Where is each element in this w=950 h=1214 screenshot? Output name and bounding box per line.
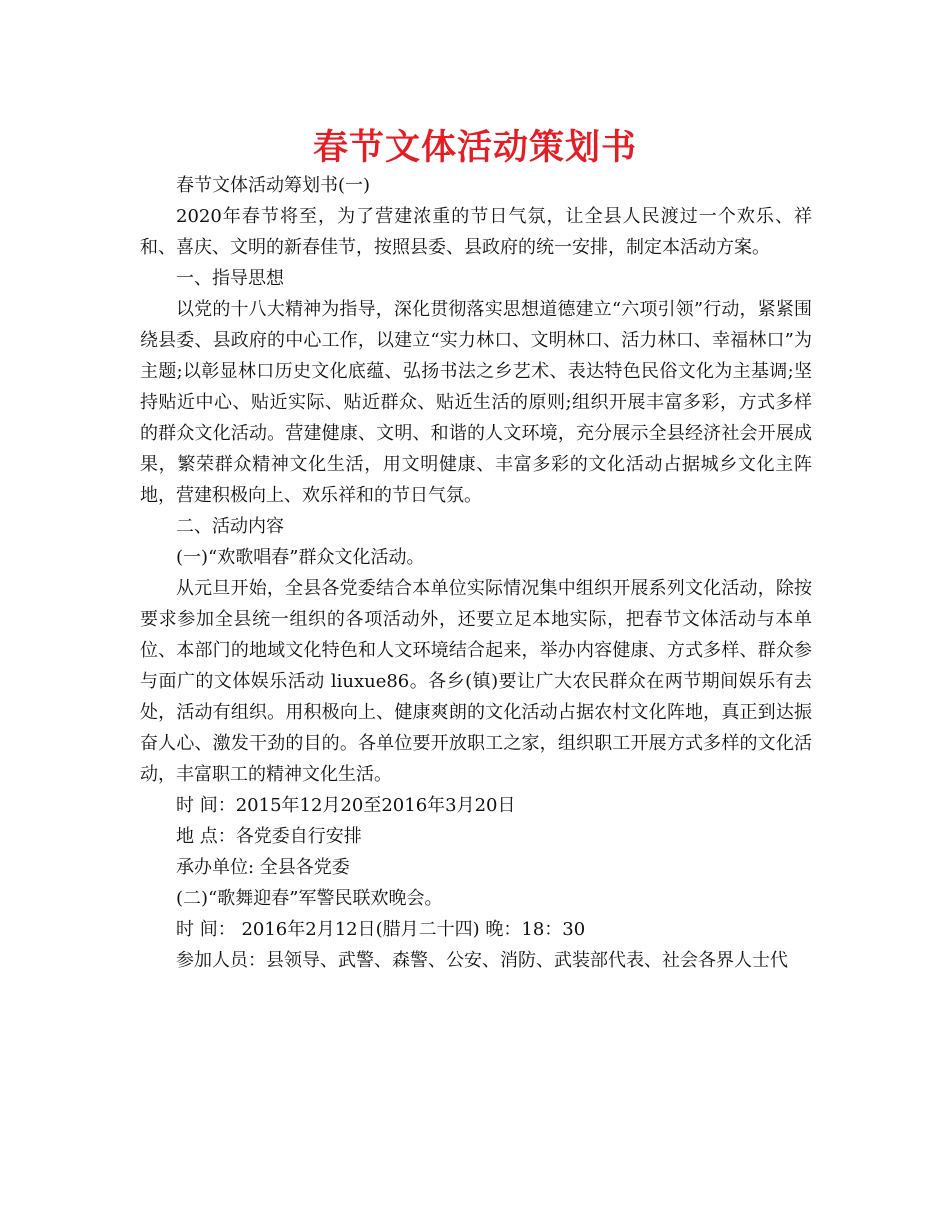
activity-1-location: 地 点：各党委自行安排 (176, 826, 362, 847)
activity-2-time: 时 间： 2016年2月12日(腊月二十四) 晚：18：30 (176, 919, 586, 940)
subheading-activity-1: (一)“欢歌唱春”群众文化活动。 (176, 547, 425, 568)
activity-1-time: 时 间：2015年12月20至2016年3月20日 (176, 795, 516, 816)
document-title: 春节文体活动策划书 (312, 127, 637, 168)
heading-guiding-ideology: 一、指导思想 (176, 268, 284, 289)
heading-activity-content: 二、活动内容 (176, 516, 284, 537)
paragraph-activity-1: 从元旦开始，全县各党委结合本单位实际情况集中组织开展系列文化活动，除按要求参加全县统一组织的各项活动外，还要立足本地实际，把春节文体活动与本单位、本部门的地域文化特色和人文环境结合起来，举办内容健康、方式多样、群众参与面广的文体娱乐活动 liuxue86。各乡(镇)要让广大农民群众在两节期间娱乐有去处，活动有组织。用积极向上、健康爽朗的文化活动占据农村文化阵地，真正到达振奋人心、激发干劲的目的。各单位要开放职工之家，组织职工开展方式多样的文化活动，丰富职工的精神文化生活。 (140, 578, 812, 785)
document-body (140, 170, 812, 976)
paragraph-guiding-ideology: 以党的十八大精神为指导，深化贯彻落实思想道德建立“六项引领”行动，紧紧围绕县委、县政府的中心工作，以建立“实力林口、文明林口、活力林口、幸福林口”为主题;以彰显林口历史文化底蕴、弘扬书法之乡艺术、表达特色民俗文化为主基调;坚持贴近中心、贴近实际、贴近群众、贴近生活的原则;组织开展丰富多彩，方式多样的群众文化活动。营建健康、文明、和谐的人文环境，充分展示全县经济社会开展成果，繁荣群众精神文化生活，用文明健康、丰富多彩的文化活动占据城乡文化主阵地，营建积极向上、欢乐祥和的节日气氛。 (140, 299, 813, 506)
activity-1-organizer: 承办单位: 全县各党委 (176, 857, 350, 878)
paragraph-intro: 2020年春节将至，为了营建浓重的节日气氛，让全县人民渡过一个欢乐、祥和、喜庆、文明的新春佳节，按照县委、县政府的统一安排，制定本活动方案。 (140, 206, 812, 258)
activity-2-participants: 参加人员：县领导、武警、森警、公安、消防、武装部代表、社会各界人士代 (176, 950, 788, 971)
section-subtitle: 春节文体活动筹划书(一) (176, 175, 371, 196)
subheading-activity-2: (二)“歌舞迎春”军警民联欢晚会。 (176, 888, 443, 909)
